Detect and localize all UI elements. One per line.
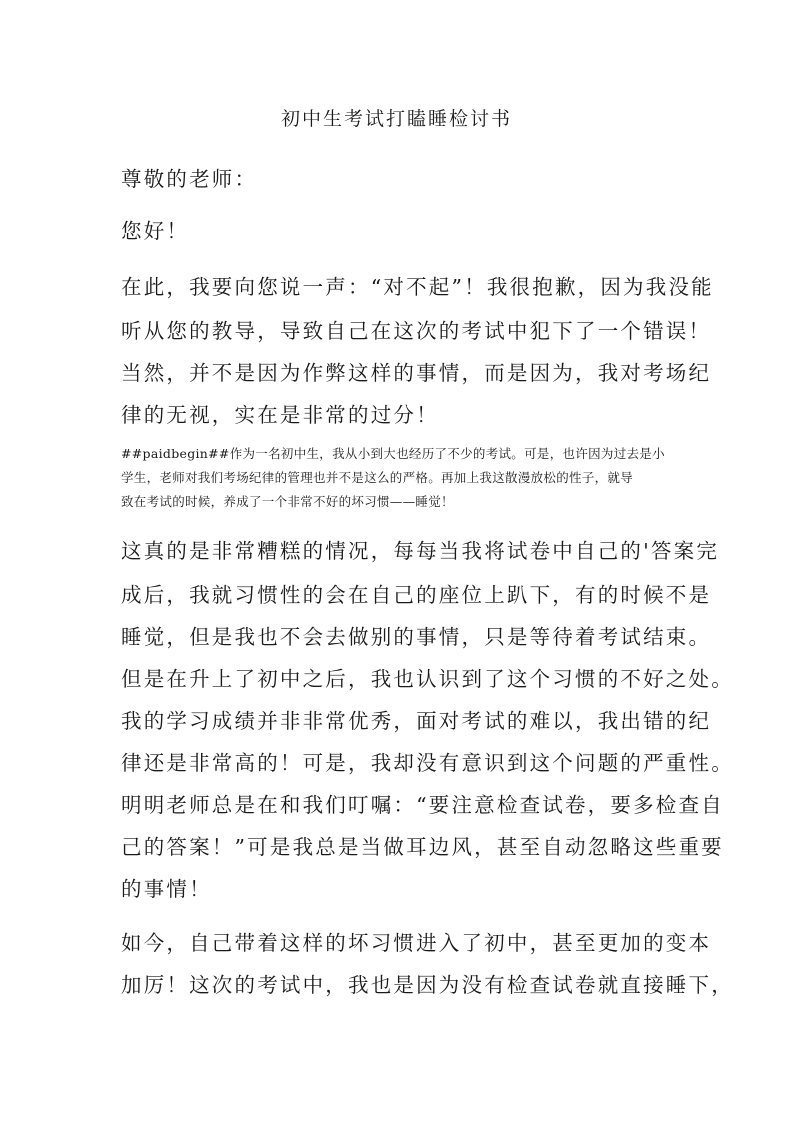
paragraph-3-line-2: 成后，我就习惯性的会在自己的座位上趴下，有的时候不是 (121, 583, 712, 607)
salutation: 尊敬的老师： (121, 167, 258, 191)
paragraph-3-line-7: 明明老师总是在和我们叮嘱：“要注意检查试卷，要多检查自 (121, 793, 724, 817)
greeting: 您好！ (121, 219, 190, 243)
paragraph-2-line-3: 致在考试的时候，养成了一个非常不好的坏习惯——睡觉！ (121, 494, 454, 509)
paragraph-3-line-3: 睡觉，但是我也不会去做别的事情，只是等待着考试结束。 (121, 625, 712, 649)
paragraph-1-line-1: 在此，我要向您说一声：“对不起”！我很抱歉，因为我没能 (121, 275, 714, 299)
paragraph-1-line-2: 听从您的教导，导致自己在这次的考试中犯下了一个错误！ (121, 319, 712, 343)
paragraph-3-line-1: 这真的是非常糟糕的情况，每每当我将试卷中自己的'答案完 (121, 539, 720, 563)
paragraph-4-line-1: 如今，自己带着这样的坏习惯进入了初中，甚至更加的变本 (121, 931, 712, 955)
paragraph-1-line-4: 律的无视，实在是非常的过分！ (121, 403, 439, 427)
paragraph-3-line-8: 己的答案！”可是我总是当做耳边风，甚至自动忽略这些重要 (121, 835, 724, 859)
paragraph-3-line-6: 律还是非常高的！可是，我却没有意识到这个问题的严重性。 (121, 751, 734, 775)
paragraph-2-line-1: ##paidbegin##作为一名初中生，我从小到大也经历了不少的考试。可是，也许因为过去是小 (121, 446, 665, 461)
paragraph-2-line-2: 学生，老师对我们考场纪律的管理也并不是这么的严格。再加上我这散漫放松的性子，就导 (121, 470, 634, 485)
paragraph-3-line-5: 我的学习成绩并非非常优秀，面对考试的难以，我出错的纪 (121, 709, 712, 733)
paragraph-3-line-9: 的事情！ (121, 877, 212, 901)
document-title: 初中生考试打瞌睡检讨书 (280, 108, 512, 130)
paragraph-4-line-2: 加厉！这次的考试中，我也是因为没有检查试卷就直接睡下， (121, 973, 734, 997)
paragraph-1-line-3: 当然，并不是因为作弊这样的事情，而是因为，我对考场纪 (121, 361, 712, 385)
paragraph-3-line-4: 但是在升上了初中之后，我也认识到了这个习惯的不好之处。 (121, 667, 734, 691)
